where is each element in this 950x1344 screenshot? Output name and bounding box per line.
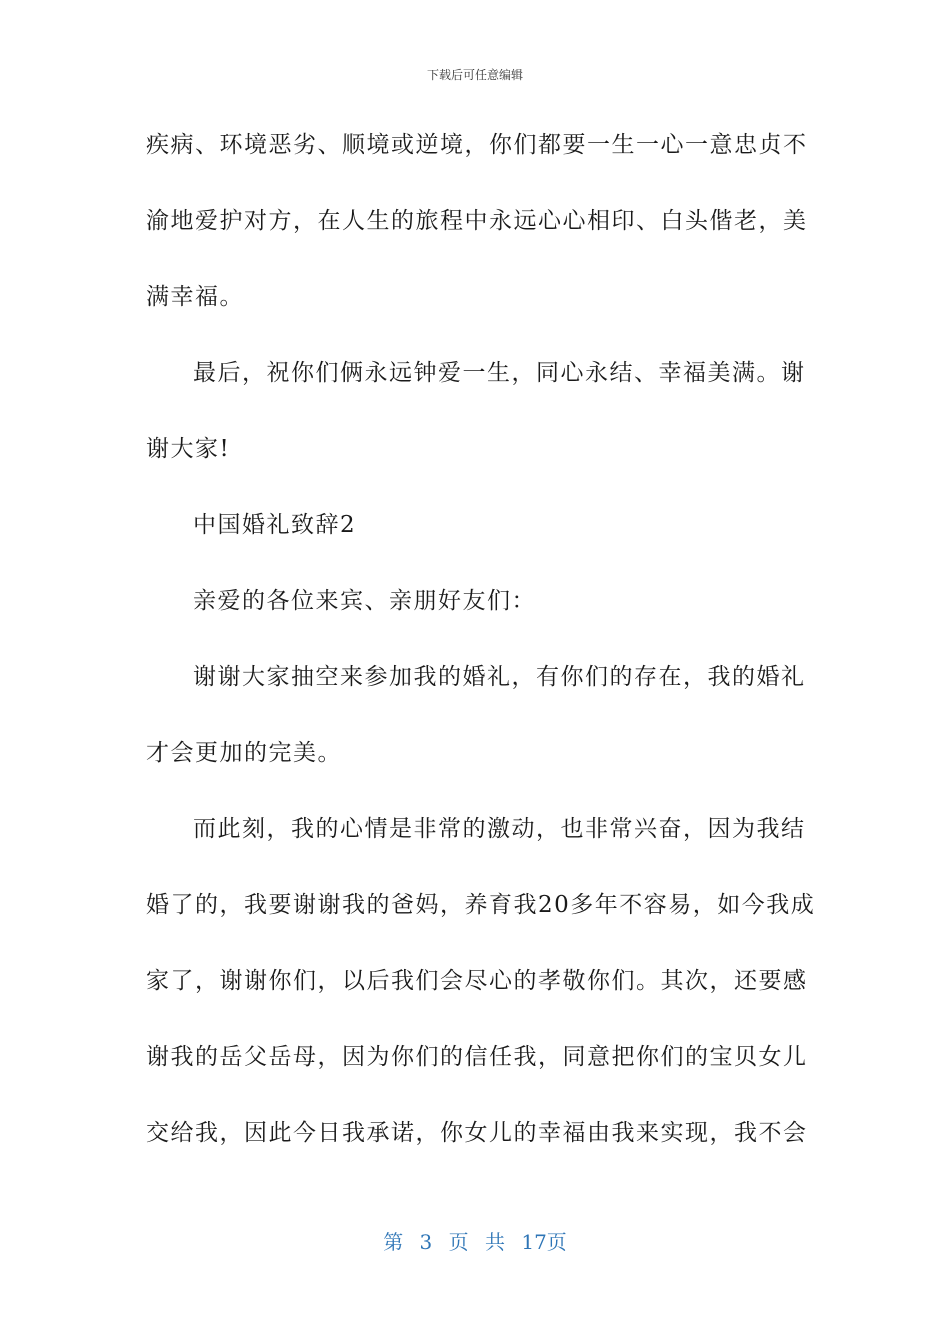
text-line: 最后，祝你们俩永远钟爱一生，同心永结、幸福美满。谢 xyxy=(193,360,806,386)
salutation: 亲爱的各位来宾、亲朋好友们： xyxy=(193,588,536,614)
text-line: 谢谢大家抽空来参加我的婚礼，有你们的存在，我的婚礼 xyxy=(193,664,806,690)
text-line: 才会更加的完美。 xyxy=(146,740,342,766)
text-line: 满幸福。 xyxy=(146,284,244,310)
text-line: 婚了的，我要谢谢我的爸妈，养育我20多年不容易，如今我成 xyxy=(146,892,816,918)
text-line: 谢大家! xyxy=(146,436,231,462)
page-number-footer: 第 3 页 共 17页 xyxy=(383,1230,567,1254)
section-heading: 中国婚礼致辞2 xyxy=(193,512,357,538)
text-line: 而此刻，我的心情是非常的激动，也非常兴奋，因为我结 xyxy=(193,816,806,842)
text-line: 谢我的岳父岳母，因为你们的信任我，同意把你们的宝贝女儿 xyxy=(146,1044,808,1070)
page-header: 下载后可任意编辑 xyxy=(426,68,523,82)
text-line: 疾病、环境恶劣、顺境或逆境，你们都要一生一心一意忠贞不 xyxy=(146,132,808,158)
text-line: 渝地爱护对方，在人生的旅程中永远心心相印、白头偕老，美 xyxy=(146,208,808,234)
document-body xyxy=(146,122,816,1186)
text-line: 交给我，因此今日我承诺，你女儿的幸福由我来实现，我不会 xyxy=(146,1120,808,1146)
text-line: 家了，谢谢你们，以后我们会尽心的孝敬你们。其次，还要感 xyxy=(146,968,808,994)
